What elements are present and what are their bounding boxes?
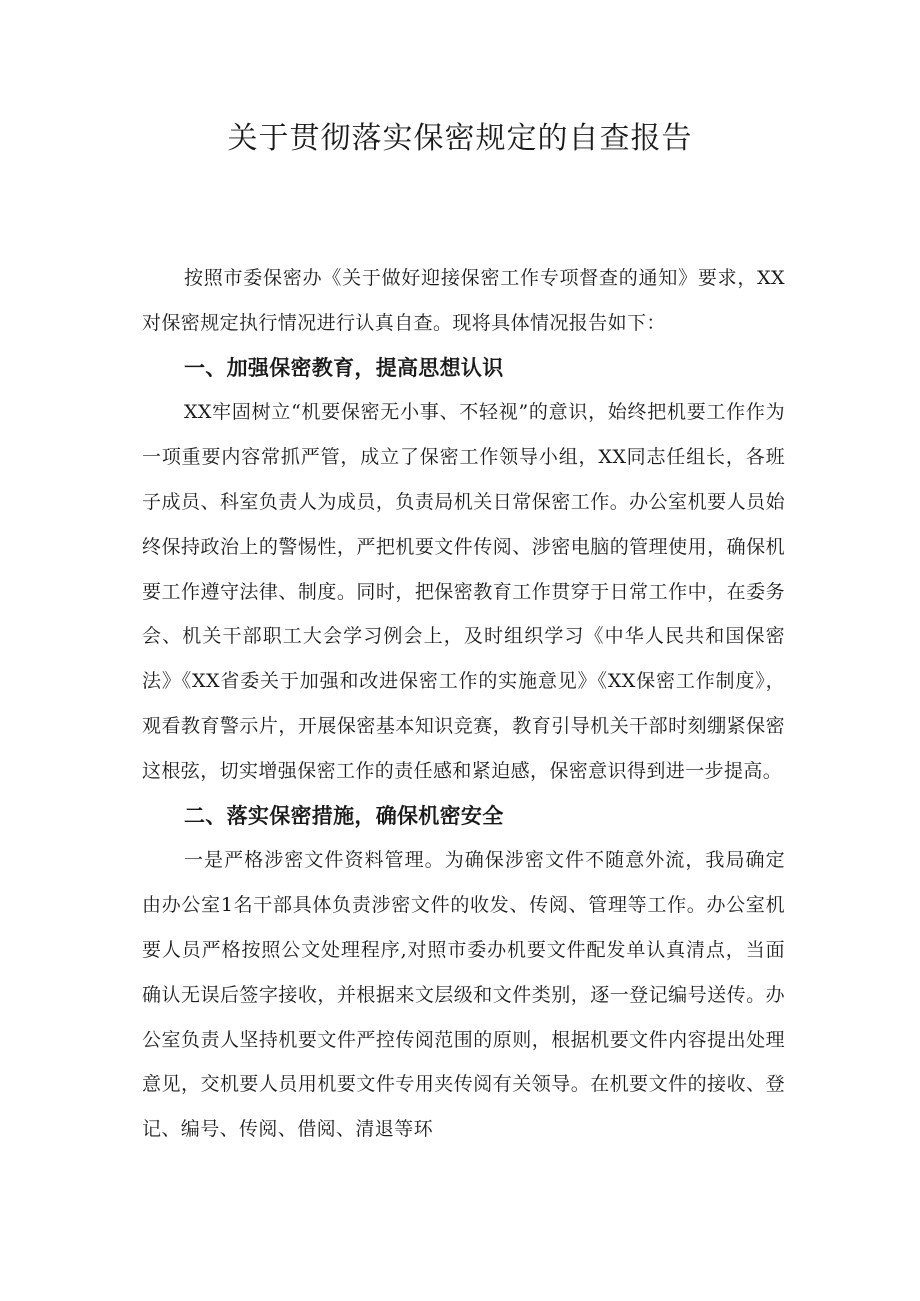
section-2-paragraph: 一是严格涉密文件资料管理。为确保涉密文件不随意外流，我局确定由办公室1名干部具体负责涉密文件的收发、传阅、管理等工作。办公室机要人员严格按照公文处理程序,对照市委办机要文件配发单认真清点，当面确认无误后签字接收，并根据来文层级和文件类别，逐一登记编号送传。办公室负责人坚持机要文件严控传阅范围的原则，根据机要文件内容提出处理意见，交机要人员用机要文件专用夹传阅有关领导。在机要文件的接收、登记、编号、传阅、借阅、清退等环 <box>142 849 785 1141</box>
intro-paragraph: 按照市委保密办《关于做好迎接保密工作专项督查的通知》要求，XX对保密规定执行情况进行认真自查。现将具体情况报告如下： <box>142 267 785 334</box>
section-1-heading: 一、加强保密教育，提高思想认识 <box>184 355 504 380</box>
document-title: 关于贯彻落实保密规定的自查报告 <box>227 121 693 156</box>
section-2-heading: 二、落实保密措施，确保机密安全 <box>184 803 504 828</box>
section-1-paragraph: XX牢固树立“机要保密无小事、不轻视”的意识，始终把机要工作作为一项重要内容常抓严管，成立了保密工作领导小组，XX同志任组长，各班子成员、科室负责人为成员，负责局机关日常保密工作。办公室机要人员始终保持政治上的警惕性，严把机要文件传阅、涉密电脑的管理使用，确保机要工作遵守法律、制度。同时，把保密教育工作贯穿于日常工作中，在委务会、机关干部职工大会学习例会上，及时组织学习《中华人民共和国保密法》《XX省委关于加强和改进保密工作的实施意见》《XX保密工作制度》，观看教育警示片，开展保密基本知识竞赛，教育引导机关干部时刻绷紧保密这根弦，切实增强保密工作的责任感和紧迫感，保密意识得到进一步提高。 <box>142 401 785 782</box>
document-body <box>142 256 785 1152</box>
